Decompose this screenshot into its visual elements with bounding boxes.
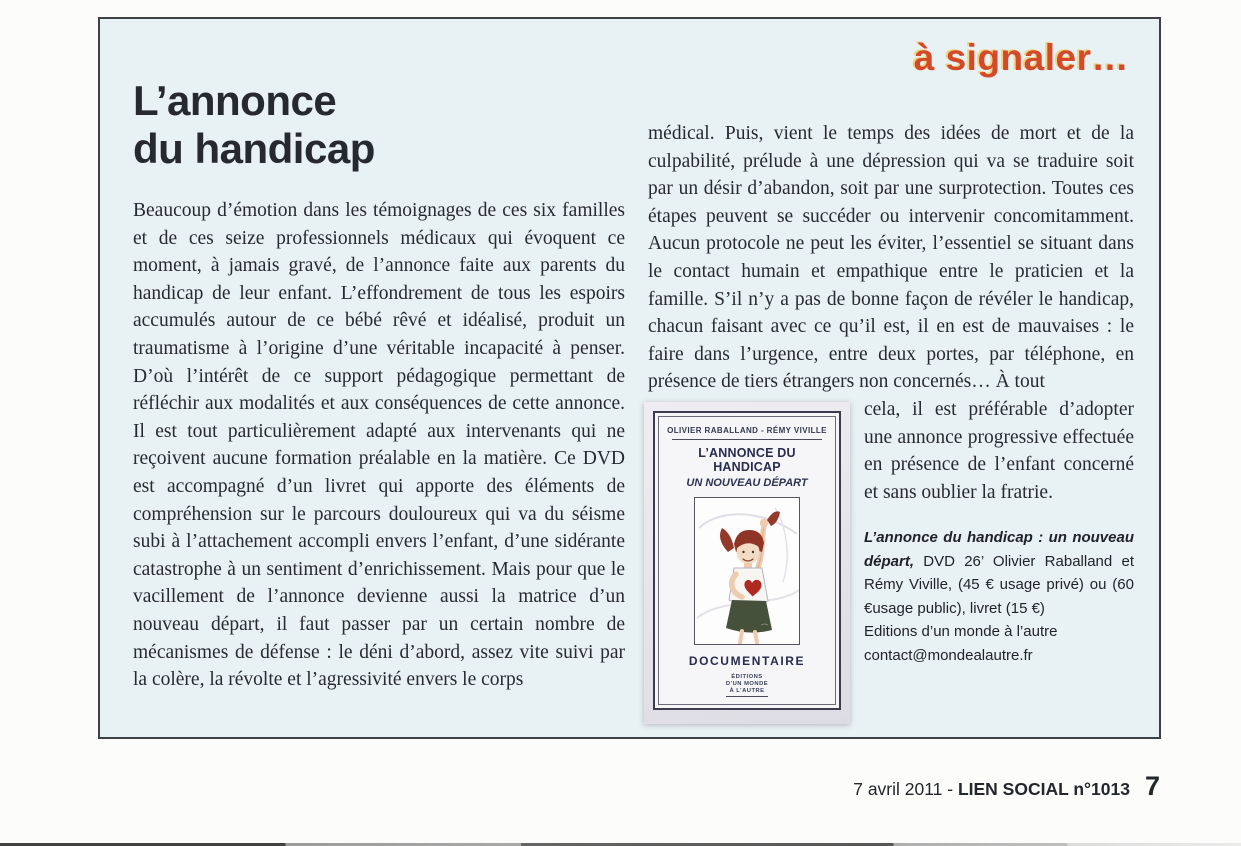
- section-header: à signaler…: [913, 37, 1129, 78]
- caption-contact: contact@mondealautre.fr: [864, 646, 1033, 664]
- article-title: [133, 77, 375, 173]
- page-footer: [0, 771, 1160, 802]
- left-column: [133, 197, 625, 694]
- dvd-cover-illustration-frame: [694, 497, 800, 645]
- article-panel: [98, 17, 1161, 739]
- dvd-cover-frame: [658, 416, 836, 705]
- article-body-left: Beaucoup d’émotion dans les témoignages de ces six familles et de ces seize professionnels médicaux qui évoquent ce moment, à jamais gravé, de l’annonce faite aux parents du handicap de leur enfant. L’effondrement de tous les espoirs accumulés autour de ce bébé rêvé et idéalisé, produit un traumatisme à l’origine d’une véritable incapacité à penser. D’où l’intérêt de ce support pédagogique permettant de réfléchir aux modalités et aux conséquences de cette annonce. Il est tout particulièrement adapté aux intervenants qui ne reçoivent aucune formation préalable en la matière. Ce DVD est accompagné d’un livret qui apporte des éléments de compréhension sur le parcours douloureux qui va du séisme subi à l’attachement accompli envers l’enfant, d’une sidérante catastrophe à un sentiment d’enrichissement. Mais pour que le vacillement de l’annonce devienne aussi la matrice d’un nouveau départ, il faut passer par un certain nombre de mécanismes de défense : le déni d’abord, assez vite suivi par la colère, la révolte et l’agressivité envers le corps: [133, 200, 625, 691]
- footer-journal: LIEN SOCIAL n°1013: [957, 779, 1130, 799]
- publisher-line1: ÉDITIONS: [731, 673, 763, 680]
- dvd-cover: [653, 411, 841, 710]
- caption-title: L’annonce du handicap : un nouveau départ,: [864, 529, 1134, 570]
- dvd-cover-publisher: [726, 674, 768, 697]
- dvd-cover-genre: DOCUMENTAIRE: [688, 653, 806, 668]
- publisher-line2: D’UN MONDE: [725, 680, 769, 687]
- dvd-cover-subtitle: UN NOUVEAU DÉPART: [686, 476, 808, 489]
- article-title-line2: du handicap: [133, 125, 375, 172]
- article-title-line1: L’annonce: [133, 77, 337, 124]
- caption-details: DVD 26’ Olivier Raballand et Rémy Viville, (45 € usage privé) ou (60 €usage public), livret (15 €): [864, 552, 1134, 617]
- footer-date: 7 avril 2011 -: [853, 779, 958, 799]
- girl-illustration: [695, 498, 800, 645]
- footer-page-number: 7: [1144, 771, 1160, 801]
- dvd-cover-title: L’ANNONCE DU HANDICAP: [698, 445, 796, 474]
- publisher-line3: À L’AUTRE: [729, 687, 765, 694]
- article-body-right-part2: cela, il est préférable d’adopter une annonce progressive effectuée en présence de l’enfant concerné et sans oublier la fratrie.: [864, 398, 1134, 503]
- cover-rule: [672, 439, 821, 440]
- caption-publisher: Editions d’un monde à l’autre: [864, 623, 1058, 641]
- right-column: [648, 120, 1134, 728]
- article-body-right-part1: médical. Puis, vient le temps des idées de mort et de la culpabilité, prélude à une dépression qui va se traduire soit par un désir d’abandon, soit par une surprotection. Toutes ces étapes peuvent se succéder ou intervenir concomitamment. Aucun protocole ne peut les éviter, l’essentiel se situant dans le contact humain et empathique entre le praticien et la famille. S’il n’y a pas de bonne façon de révéler le handicap, chacun faisant avec ce qu’il est, il en est de mauvaises : le faire dans l’urgence, entre deux portes, par téléphone, en présence de tiers étrangers non concernés… À tout: [648, 123, 1134, 393]
- dvd-cover-authors: OLIVIER RABALLAND - RÉMY VIVILLE: [667, 425, 827, 435]
- dvd-cover-photo: [644, 402, 850, 724]
